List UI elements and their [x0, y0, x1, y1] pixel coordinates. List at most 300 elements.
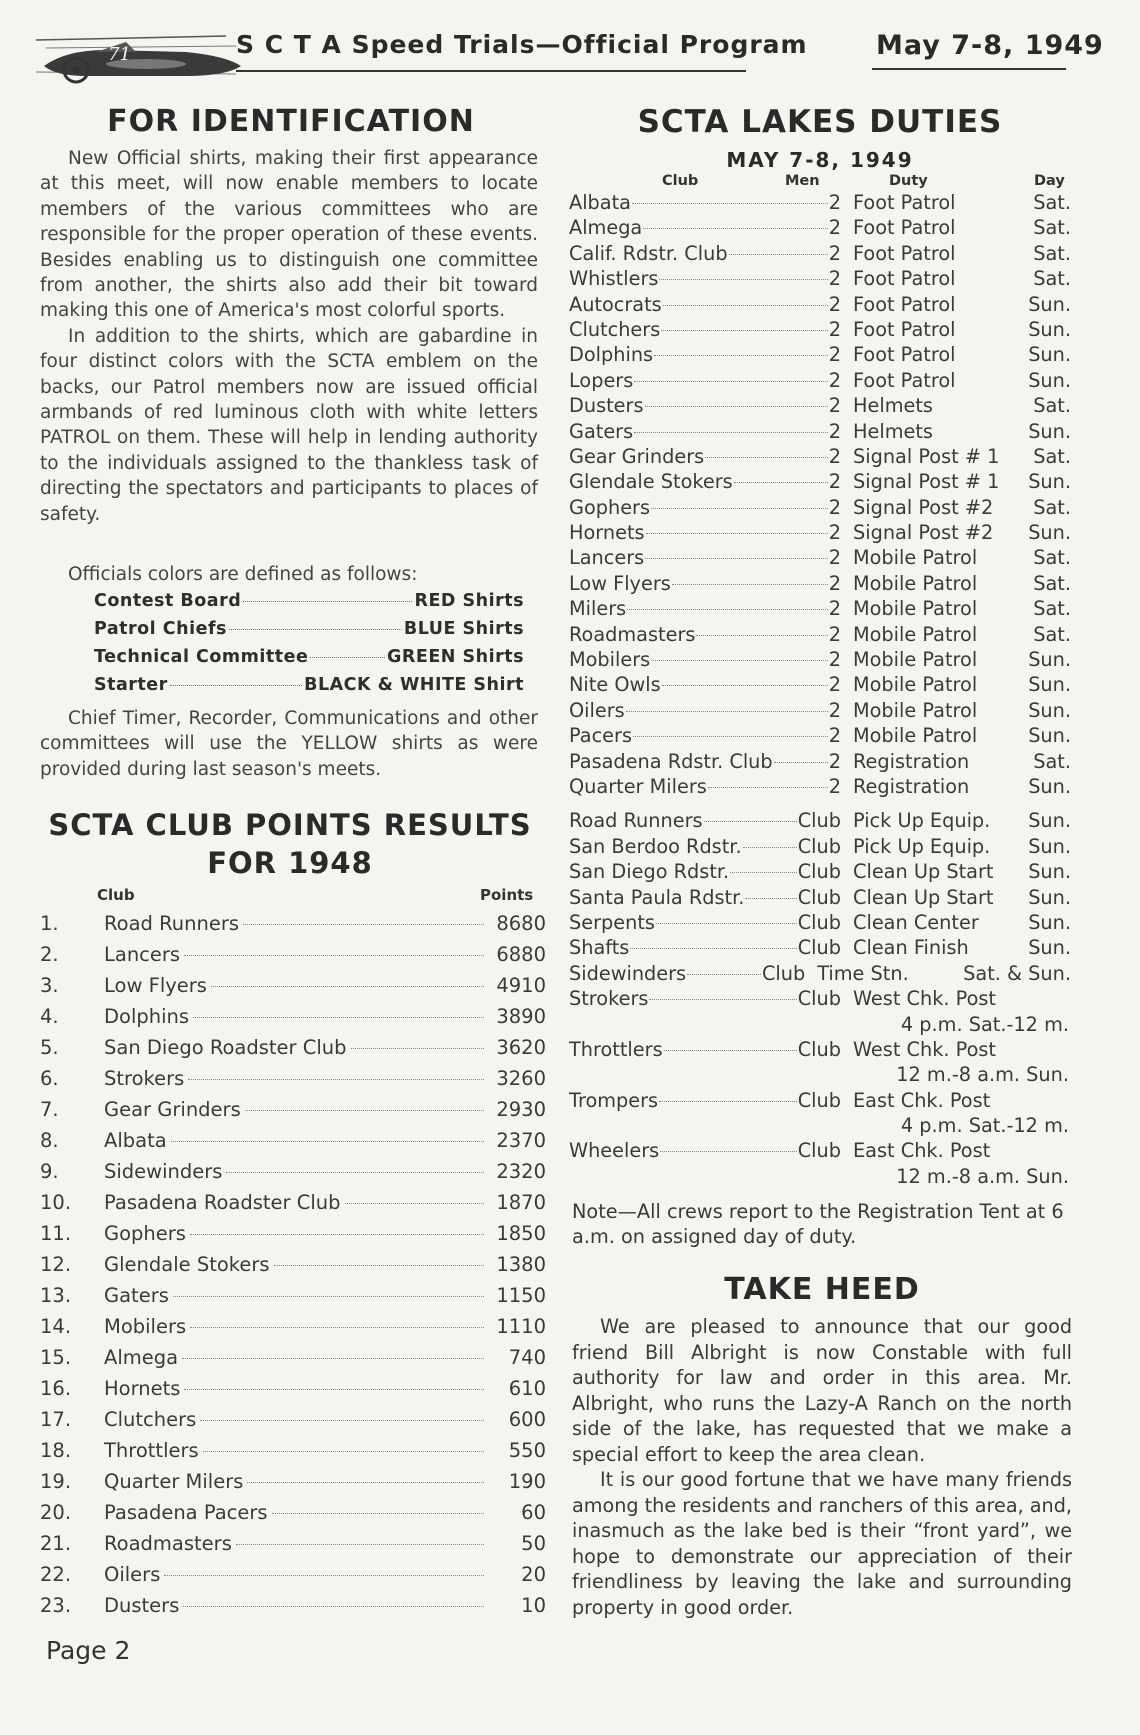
- dot-leader: [645, 406, 828, 407]
- dot-leader: [351, 1048, 484, 1049]
- duty-row: [569, 546, 1071, 571]
- points-rank: 2.: [40, 943, 59, 966]
- duty-men: Club: [797, 910, 841, 934]
- duty-day: Sat.: [1033, 394, 1071, 418]
- points-value: 8680: [496, 912, 546, 935]
- duty-row: [569, 1038, 1071, 1063]
- points-value: 6880: [496, 943, 546, 966]
- duty-row: [569, 318, 1071, 343]
- points-value: 190: [508, 1470, 546, 1493]
- dot-leader: [184, 955, 484, 956]
- points-rank: 21.: [40, 1532, 72, 1555]
- duty-club-cell: [569, 318, 841, 341]
- duty-club: Clutchers: [569, 317, 661, 341]
- points-value: 740: [508, 1346, 546, 1369]
- duty-club-cell: [569, 191, 841, 214]
- points-row: [40, 1005, 546, 1036]
- dot-leader: [164, 1575, 484, 1576]
- duty-club-cell: [569, 1089, 841, 1112]
- duty-club: Pacers: [569, 724, 633, 748]
- duty-club: Road Runners: [569, 809, 703, 833]
- duty-club-cell: [569, 750, 841, 773]
- duty-club: Shafts: [569, 936, 630, 960]
- duty-club-cell: [569, 597, 841, 620]
- duty-club: Autocrats: [569, 292, 662, 316]
- points-club: Glendale Stokers: [104, 1253, 270, 1276]
- points-value: 3260: [496, 1067, 546, 1090]
- points-row: [40, 1284, 546, 1315]
- points-row: [40, 1160, 546, 1191]
- duty-club-cell: [569, 445, 841, 468]
- dot-leader: [193, 1017, 484, 1018]
- duty-club: Nite Owls: [569, 673, 661, 697]
- points-rank: 5.: [40, 1036, 59, 1059]
- duty-club-cell: [569, 623, 841, 646]
- points-value: 550: [508, 1439, 546, 1462]
- duty-club: San Berdoo Rdstr.: [569, 834, 742, 858]
- points-club: Mobilers: [104, 1315, 187, 1338]
- points-club: Albata: [104, 1129, 167, 1152]
- points-value: 3890: [496, 1005, 546, 1028]
- dot-leader: [272, 1513, 484, 1514]
- duty-club-cell: [569, 267, 841, 290]
- duty-club: Gophers: [569, 495, 651, 519]
- duty-row: [569, 496, 1071, 521]
- points-rank: 7.: [40, 1098, 59, 1121]
- duty-row: [569, 470, 1071, 495]
- dot-leader: [664, 1050, 797, 1051]
- duty-men: 2: [828, 724, 841, 748]
- points-value: 1150: [496, 1284, 546, 1307]
- duty-assignment: Foot Patrol: [853, 343, 956, 367]
- duty-assignment: Mobile Patrol: [853, 571, 978, 595]
- duty-day: Sat.: [1033, 597, 1071, 621]
- duty-club-cell: [569, 470, 841, 493]
- duty-day: Sun.: [1028, 673, 1071, 697]
- points-row: [40, 1563, 546, 1594]
- dot-leader: [661, 330, 827, 331]
- dot-leader: [651, 508, 828, 509]
- svg-text:71: 71: [108, 44, 131, 65]
- dot-leader: [660, 1151, 797, 1152]
- duty-club-cell: [569, 293, 841, 316]
- duty-club-cell: [569, 546, 841, 569]
- points-heading: SCTA CLUB POINTS RESULTS: [48, 808, 532, 842]
- duty-row: [569, 191, 1071, 216]
- points-row: [40, 1439, 546, 1470]
- duty-club-cell: [569, 886, 841, 909]
- duty-day: Sun.: [1028, 698, 1071, 722]
- points-value: 610: [508, 1377, 546, 1400]
- points-value: 1380: [496, 1253, 546, 1276]
- duties-col-men: Men: [785, 173, 820, 189]
- points-value: 2320: [496, 1160, 546, 1183]
- duty-club-cell: [569, 962, 805, 985]
- points-rank: 4.: [40, 1005, 59, 1028]
- duty-men: Club: [797, 809, 841, 833]
- dot-leader: [190, 1327, 484, 1328]
- points-value: 2930: [496, 1098, 546, 1121]
- duty-club: Trompers: [569, 1088, 659, 1112]
- dot-leader: [659, 279, 827, 280]
- duty-row: [569, 394, 1071, 419]
- duty-men: 2: [828, 444, 841, 468]
- points-club: Gear Grinders: [104, 1098, 241, 1121]
- closing-paragraph: Chief Timer, Recorder, Communications and other committees will use the YELLOW shirts as were provided during last season's meets.: [40, 708, 538, 780]
- duty-men: 2: [828, 648, 841, 672]
- duty-row: [569, 648, 1071, 673]
- duty-row: [569, 860, 1071, 885]
- duty-assignment: West Chk. Post: [853, 1037, 996, 1061]
- duty-day: Sun.: [1028, 910, 1071, 934]
- color-shirt: RED Shirts: [414, 591, 524, 611]
- points-row: [40, 1532, 546, 1563]
- duty-day: Sun.: [1028, 885, 1071, 909]
- duty-assignment: Pick Up Equip.: [853, 809, 991, 833]
- points-row: [40, 912, 546, 943]
- dot-leader: [627, 609, 828, 610]
- points-row: [40, 1067, 546, 1098]
- points-club: Roadmasters: [104, 1532, 232, 1555]
- points-rank: 23.: [40, 1594, 72, 1617]
- dot-leader: [708, 787, 828, 788]
- duty-row: [569, 1089, 1071, 1114]
- color-row: [94, 675, 524, 703]
- duty-men: Club: [797, 1139, 841, 1163]
- take-heed-paragraph-2: It is our good fortune that we have many friends among the residents and ranchers of this area, and, inasmuch as the lake bed is their “front yard”, we hope to demonstrate our appreciation of their friendliness by leaving the lake and surrounding property in good order.: [572, 1468, 1072, 1619]
- masthead-date-rule: [872, 68, 1066, 70]
- color-role: Starter: [94, 675, 168, 695]
- duty-club: Santa Paula Rdstr.: [569, 885, 745, 909]
- duty-day: Sun.: [1028, 292, 1071, 316]
- identification-paragraph-2: In addition to the shirts, which are gabardine in four distinct colors with the SCTA emblem on the backs, our Patrol members now are issued official armbands of red luminous cloth with white letters PATROL on them. These will help in lending authority to the individuals assigned to the thankless task of directing the spectators and participants to places of safety.: [40, 325, 538, 525]
- identification-closing: [40, 706, 538, 782]
- duty-row: [569, 521, 1071, 546]
- duty-club: Serpents: [569, 910, 655, 934]
- duty-club-cell: [569, 343, 841, 366]
- dot-leader: [345, 1203, 484, 1204]
- points-club: Sidewinders: [104, 1160, 223, 1183]
- duty-club-cell: [569, 673, 841, 696]
- duty-assignment: Clean Up Start: [853, 885, 994, 909]
- duty-men: 2: [828, 394, 841, 418]
- dot-leader: [236, 1544, 484, 1545]
- duty-day: Sun.: [1028, 521, 1071, 545]
- identification-text: [40, 146, 538, 527]
- points-club: Strokers: [104, 1067, 185, 1090]
- duties-table: [569, 191, 1071, 1190]
- points-value: 10: [521, 1594, 546, 1617]
- points-row: [40, 1222, 546, 1253]
- points-club: Gophers: [104, 1222, 186, 1245]
- duty-row: [569, 886, 1071, 911]
- color-row: [94, 619, 524, 647]
- duty-row: [569, 673, 1071, 698]
- duty-assignment: Registration: [853, 749, 970, 773]
- race-car-logo-icon: [36, 26, 246, 86]
- duty-club-cell: [569, 572, 841, 595]
- dot-leader: [203, 1451, 484, 1452]
- duty-club: Dolphins: [569, 343, 654, 367]
- duty-men: 2: [828, 622, 841, 646]
- duty-club-cell: [569, 1139, 841, 1162]
- duty-club: Gear Grinders: [569, 444, 705, 468]
- points-rank: 11.: [40, 1222, 72, 1245]
- points-table: [40, 912, 546, 1625]
- points-value: 3620: [496, 1036, 546, 1059]
- duty-assignment: West Chk. Post: [853, 987, 996, 1011]
- duty-men: 2: [828, 521, 841, 545]
- duty-club: Wheelers: [569, 1139, 660, 1163]
- points-value: 60: [521, 1501, 546, 1524]
- duty-club-cell: [569, 648, 841, 671]
- masthead-rule: [236, 70, 746, 72]
- duty-assignment: Helmets: [853, 419, 933, 443]
- duty-assignment: East Chk. Post: [853, 1139, 991, 1163]
- duty-day: Sat.: [1033, 749, 1071, 773]
- take-heed-paragraph-1: We are pleased to announce that our good friend Bill Albright is now Constable with full authority for law and order in this area. Mr. Albright, who runs the Lazy-A Ranch on the north side of the lake, has requested that we make a special effort to keep the area clean.: [572, 1315, 1072, 1466]
- points-rank: 14.: [40, 1315, 72, 1338]
- color-shirt: BLUE Shirts: [403, 619, 524, 639]
- duty-row: [569, 445, 1071, 470]
- duty-men: Club: [797, 1088, 841, 1112]
- duty-row: [569, 216, 1071, 241]
- dot-leader: [170, 685, 302, 686]
- dot-leader: [646, 533, 828, 534]
- dot-leader: [310, 657, 385, 658]
- points-club: Dolphins: [104, 1005, 190, 1028]
- duty-club-cell: [569, 724, 841, 747]
- duty-assignment: Mobile Patrol: [853, 622, 978, 646]
- duty-time-window: 4 p.m. Sat.-12 m.: [900, 1012, 1069, 1036]
- color-row: [94, 647, 524, 675]
- duty-assignment: Mobile Patrol: [853, 673, 978, 697]
- duty-club-cell: [569, 936, 841, 959]
- duties-col-duty: Duty: [889, 173, 928, 189]
- official-colors-list: [94, 591, 524, 703]
- duty-row: [569, 962, 1071, 987]
- duty-men: 2: [828, 495, 841, 519]
- duty-men: 2: [828, 749, 841, 773]
- duty-row: [569, 775, 1071, 800]
- duty-men: Club: [797, 1037, 841, 1061]
- identification-paragraph-1: New Official shirts, making their first appearance at this meet, will now enable members to locate members of the various committees who are responsible for the proper operation of these events. Besides enabling us to distinguish one committee from another, the shirts also add their bit toward making this one of America's most colorful sports.: [40, 148, 538, 322]
- points-rank: 16.: [40, 1377, 72, 1400]
- points-club: Hornets: [104, 1377, 181, 1400]
- dot-leader: [247, 1482, 484, 1483]
- take-heed-text: [572, 1314, 1072, 1620]
- dot-leader: [745, 898, 796, 899]
- duty-club-cell: [569, 1038, 841, 1061]
- duty-club: Whistlers: [569, 267, 659, 291]
- take-heed-heading: TAKE HEED: [724, 1272, 920, 1307]
- dot-leader: [183, 1606, 484, 1607]
- color-role: Technical Committee: [94, 647, 309, 667]
- dot-leader: [200, 1420, 484, 1421]
- duty-men: 2: [828, 317, 841, 341]
- duty-assignment: Clean Center: [853, 910, 979, 934]
- duty-assignment: Foot Patrol: [853, 191, 956, 214]
- duty-assignment: Signal Post #2: [853, 495, 994, 519]
- duty-club: Low Flyers: [569, 571, 671, 595]
- duty-club: Lancers: [569, 546, 645, 570]
- points-rank: 3.: [40, 974, 59, 997]
- dot-leader: [774, 762, 828, 763]
- points-value: 2370: [496, 1129, 546, 1152]
- duty-club: Pasadena Rdstr. Club: [569, 749, 773, 773]
- dot-leader: [734, 482, 828, 483]
- points-rank: 18.: [40, 1439, 72, 1462]
- duty-day: Sat.: [1033, 191, 1071, 214]
- points-club: Clutchers: [104, 1408, 197, 1431]
- points-club: Oilers: [104, 1563, 161, 1586]
- duty-men: 2: [828, 774, 841, 798]
- duty-assignment: Foot Patrol: [853, 216, 956, 240]
- duty-men: 2: [828, 343, 841, 367]
- dot-leader: [211, 986, 484, 987]
- duty-men: Club: [797, 834, 841, 858]
- duty-assignment: Mobile Patrol: [853, 546, 978, 570]
- duty-day: Sun.: [1028, 648, 1071, 672]
- color-shirt: GREEN Shirts: [387, 647, 524, 667]
- duty-day: Sun.: [1028, 936, 1071, 960]
- duty-club: Glendale Stokers: [569, 470, 733, 494]
- points-club: Quarter Milers: [104, 1470, 244, 1493]
- duty-row: [569, 936, 1071, 961]
- duty-row: [569, 987, 1071, 1012]
- duty-day: Sun.: [1028, 368, 1071, 392]
- duty-club: Milers: [569, 597, 627, 621]
- dot-leader: [704, 821, 797, 822]
- duty-day: Sun.: [1028, 724, 1071, 748]
- duty-men: 2: [828, 546, 841, 570]
- color-shirt: BLACK & WHITE Shirt: [304, 675, 524, 695]
- duty-club-cell: [569, 242, 841, 265]
- duty-club-cell: [569, 835, 841, 858]
- points-row: [40, 1191, 546, 1222]
- duty-assignment: Mobile Patrol: [853, 597, 978, 621]
- points-rank: 8.: [40, 1129, 59, 1152]
- duty-row: [569, 343, 1071, 368]
- duty-assignment: Registration: [853, 774, 970, 798]
- points-club: Gaters: [104, 1284, 169, 1307]
- points-rank: 6.: [40, 1067, 59, 1090]
- duty-men: 2: [828, 673, 841, 697]
- duty-men: 2: [828, 470, 841, 494]
- duty-row: [569, 835, 1071, 860]
- points-heading-year: FOR 1948: [207, 846, 373, 880]
- dot-leader: [245, 1110, 484, 1111]
- duty-club-cell: [569, 699, 841, 722]
- points-value: 1870: [496, 1191, 546, 1214]
- duty-day: Sat.: [1033, 571, 1071, 595]
- dot-leader: [730, 872, 797, 873]
- duty-men: Club: [797, 885, 841, 909]
- dot-leader: [229, 629, 402, 630]
- duty-men: 2: [828, 597, 841, 621]
- duty-men: 2: [828, 368, 841, 392]
- duty-men: 2: [828, 419, 841, 443]
- duty-assignment: Signal Post #2: [853, 521, 994, 545]
- duty-men: 2: [828, 241, 841, 265]
- duty-row: [569, 293, 1071, 318]
- duty-day: Sat.: [1033, 444, 1071, 468]
- points-value: 4910: [496, 974, 546, 997]
- duties-heading: SCTA LAKES DUTIES: [637, 104, 1003, 140]
- duty-club-cell: [569, 775, 841, 798]
- dot-leader: [743, 847, 797, 848]
- dot-leader: [729, 254, 828, 255]
- dot-leader: [630, 948, 796, 949]
- duty-club: Sidewinders: [569, 961, 687, 985]
- points-rank: 13.: [40, 1284, 72, 1307]
- duty-club: Strokers: [569, 987, 649, 1011]
- duty-assignment: Foot Patrol: [853, 317, 956, 341]
- points-value: 50: [521, 1532, 546, 1555]
- page-number: Page 2: [46, 1636, 131, 1665]
- points-rank: 22.: [40, 1563, 72, 1586]
- duty-assignment: Foot Patrol: [853, 292, 956, 316]
- duty-men: Club: [797, 860, 841, 884]
- duty-club-cell: [569, 369, 841, 392]
- duty-club: Roadmasters: [569, 622, 696, 646]
- identification-heading: FOR IDENTIFICATION: [107, 104, 475, 139]
- masthead-date: May 7-8, 1949: [876, 30, 1104, 61]
- points-value: 600: [508, 1408, 546, 1431]
- duty-day: Sun.: [1028, 317, 1071, 341]
- duty-club: Lopers: [569, 368, 634, 392]
- color-role: Patrol Chiefs: [94, 619, 227, 639]
- dot-leader: [649, 999, 796, 1000]
- duty-assignment: Mobile Patrol: [853, 648, 978, 672]
- dot-leader: [182, 1358, 484, 1359]
- points-row: [40, 1470, 546, 1501]
- points-row: [40, 1098, 546, 1129]
- duty-men: Club: [797, 987, 841, 1011]
- duties-subheading: MAY 7-8, 1949: [726, 148, 914, 172]
- points-rank: 12.: [40, 1253, 72, 1276]
- duty-club-cell: [569, 394, 841, 417]
- duty-men: 2: [828, 571, 841, 595]
- duty-club: Albata: [569, 191, 631, 214]
- dot-leader: [696, 635, 827, 636]
- points-club: Pasadena Pacers: [104, 1501, 268, 1524]
- points-club: Dusters: [104, 1594, 180, 1617]
- color-role: Contest Board: [94, 591, 242, 611]
- duty-day: Sat.: [1033, 546, 1071, 570]
- duty-row: [569, 420, 1071, 445]
- duty-club-cell: [569, 987, 841, 1010]
- duty-club: Mobilers: [569, 648, 651, 672]
- dot-leader: [634, 381, 827, 382]
- duty-club: Gaters: [569, 419, 634, 443]
- duty-club-cell: [569, 420, 841, 443]
- duty-assignment: Signal Post # 1: [853, 444, 1000, 468]
- color-row: [94, 591, 524, 619]
- duty-day: Sun.: [1028, 470, 1071, 494]
- duty-time-window: 12 m.-8 a.m. Sun.: [896, 1164, 1069, 1188]
- duty-assignment: East Chk. Post: [853, 1088, 991, 1112]
- dot-leader: [632, 203, 828, 204]
- duty-club: Quarter Milers: [569, 774, 707, 798]
- points-club: Road Runners: [104, 912, 240, 935]
- dot-leader: [184, 1389, 484, 1390]
- duty-day: Sun.: [1028, 774, 1071, 798]
- points-value: 1850: [496, 1222, 546, 1245]
- points-rank: 19.: [40, 1470, 72, 1493]
- duty-club-cell: [569, 860, 841, 883]
- points-col-club: Club: [97, 886, 135, 904]
